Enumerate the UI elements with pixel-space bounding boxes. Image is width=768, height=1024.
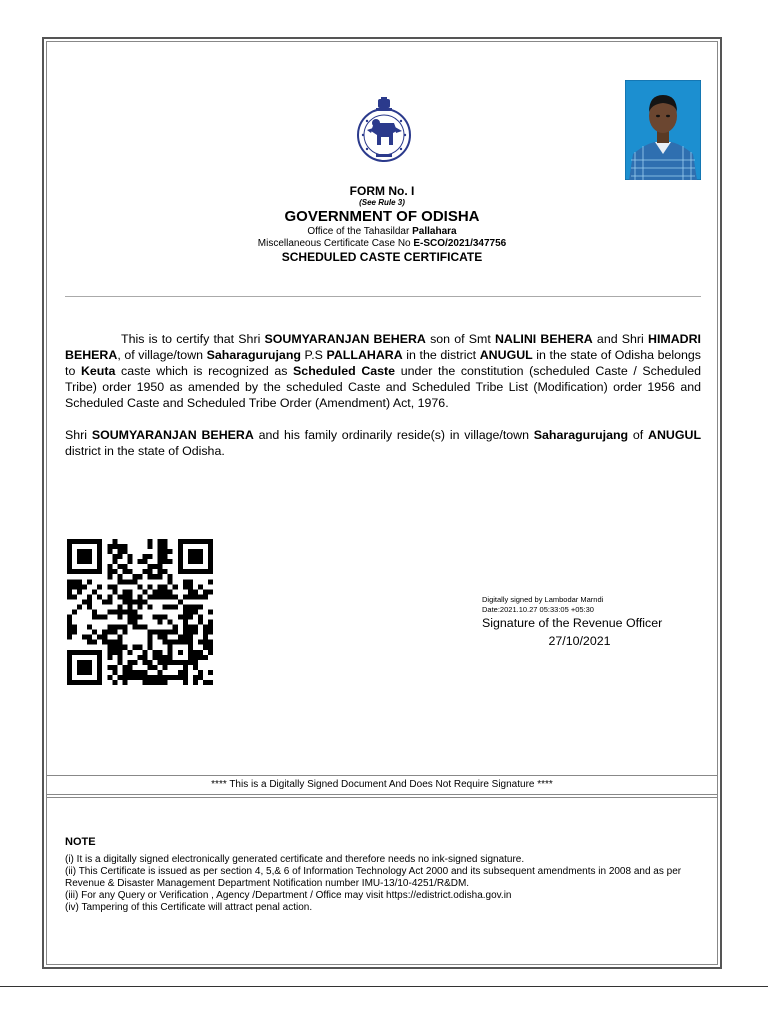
case-line: Miscellaneous Certificate Case No E-SCO/2021/347756 xyxy=(257,238,507,249)
applicant-photo xyxy=(625,80,701,180)
digital-sign-date: Date:2021.10.27 05:33:05 +05:30 xyxy=(482,605,594,614)
form-number: FORM No. I xyxy=(349,184,415,198)
see-rule: (See Rule 3) xyxy=(359,198,405,207)
signature-title: Signature of the Revenue Officer xyxy=(482,616,663,630)
verification-qr-code xyxy=(67,537,213,687)
applicant-name: SOUMYARANJAN BEHERA xyxy=(264,332,426,346)
government-title: GOVERNMENT OF ODISHA xyxy=(284,208,480,225)
note-title: NOTE xyxy=(65,836,96,848)
certificate-title: SCHEDULED CASTE CERTIFICATE xyxy=(281,250,483,264)
district-name: ANUGUL xyxy=(479,348,533,362)
digital-signed-notice: **** This is a Digitally Signed Document And Does Not Require Signature **** xyxy=(46,775,718,795)
caste-name: Keuta xyxy=(80,364,116,378)
office-line: Office of the Tahasildar Pallahara xyxy=(307,226,457,237)
digital-signature-stamp xyxy=(482,595,603,615)
office-name: Pallahara xyxy=(412,226,457,237)
village-name: Saharagurujang xyxy=(206,348,301,362)
category-name: Scheduled Caste xyxy=(293,364,396,378)
note-item: (iv) Tampering of this Certificate will attract penal action. xyxy=(65,902,313,913)
father-name: HIMADRI BEHERA xyxy=(65,332,701,362)
resident-district: ANUGUL xyxy=(648,428,702,442)
resident-name: SOUMYARANJAN BEHERA xyxy=(91,428,254,442)
note-item: (iii) For any Query or Verification , Agency /Department / Office may visit https://edistrict.odisha.gov.in xyxy=(65,890,512,901)
page-bottom-rule xyxy=(0,986,768,987)
certificate-inner-border xyxy=(46,41,718,965)
case-number: E-SCO/2021/347756 xyxy=(413,238,507,249)
mother-name: NALINI BEHERA xyxy=(494,332,593,346)
header-divider xyxy=(65,296,701,297)
certificate-header xyxy=(46,184,718,265)
note-section xyxy=(65,836,705,914)
odisha-emblem-icon xyxy=(355,97,413,163)
police-station: PALLAHARA xyxy=(326,348,403,362)
certificate-body xyxy=(65,331,701,475)
signature-date: 27/10/2021 xyxy=(548,634,611,648)
digital-signer: Digitally signed by Lambodar Marndi xyxy=(482,595,604,604)
certification-paragraph: This is to certify that Shri SOUMYARANJAN BEHERA son of Smt NALINI BEHERA and Shri HIMADRI BEHERA, of village/town Saharagurujang P.S PALLAHARA in the district ANUGUL in the state of Odisha belongs to Keuta caste which is recognized as Scheduled Caste under the constitution (scheduled Caste / Scheduled Tribe) order 1950 as amended by the scheduled Caste and Scheduled Tribe List (Modification) order 1956 and Scheduled Caste and Scheduled Tribe Order (Amendment) Act, 1976. xyxy=(65,332,701,410)
note-item: (i) It is a digitally signed electronically generated certificate and therefore needs no ink-signed signature. xyxy=(65,854,525,865)
resident-village: Saharagurujang xyxy=(533,428,629,442)
note-item: (ii) This Certificate is issued as per section 4, 5,& 6 of Information Technology Act 2000 and its subsequent amendments in 2008 and as per Revenue & Disaster Management Department Notification number IMU-13/10-4251/R&DM. xyxy=(65,866,682,889)
residence-paragraph: Shri SOUMYARANJAN BEHERA and his family ordinarily reside(s) in village/town Saharagurujang of ANUGUL district in the state of Odisha. xyxy=(65,428,702,458)
notice-divider xyxy=(46,797,718,798)
